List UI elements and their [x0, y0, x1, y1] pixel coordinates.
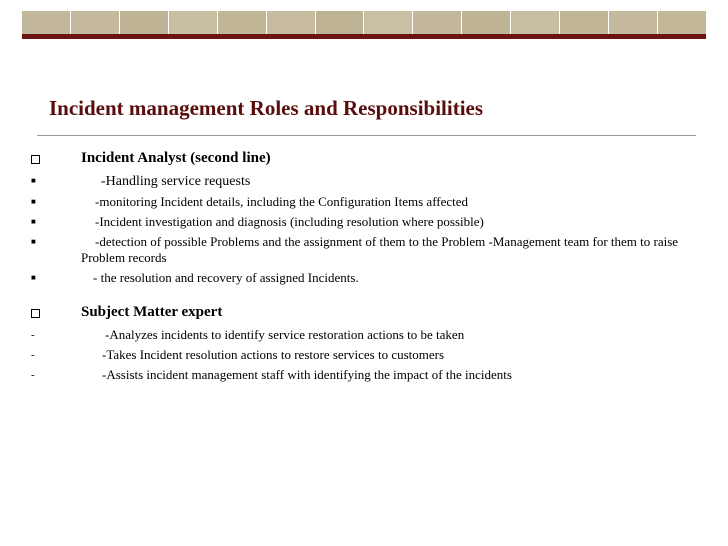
banner-tile: [658, 11, 706, 34]
list-item: ■ -detection of possible Problems and the assignment of them to the Problem -Management team for them to raise Problem records: [31, 234, 679, 265]
banner-tile: [511, 11, 560, 34]
list-item: - -Takes Incident resolution actions to restore services to customers: [31, 347, 445, 362]
banner-tile: [71, 11, 120, 34]
title-divider: [37, 135, 696, 136]
banner-tile: [413, 11, 462, 34]
hollow-square-bullet-icon: [31, 306, 40, 323]
banner-tile: [267, 11, 316, 34]
square-bullet-icon: ■: [31, 176, 36, 185]
dash-bullet-icon: -: [31, 349, 35, 361]
list-item: ■ -monitoring Incident details, including the Configuration Items affected: [31, 194, 469, 209]
banner-tile: [22, 11, 71, 34]
square-bullet-icon: ■: [31, 273, 36, 282]
list-item: - -Assists incident management staff with identifying the impact of the incidents: [31, 367, 512, 382]
list-item: ■ -Incident investigation and diagnosis (including resolution where possible): [31, 214, 484, 229]
banner-tile: [364, 11, 413, 34]
list-item: ■ - the resolution and recovery of assigned Incidents.: [31, 270, 359, 285]
header-underline: [22, 34, 706, 39]
square-bullet-icon: ■: [31, 237, 36, 246]
section-heading-incident-analyst: Incident Analyst (second line): [30, 150, 695, 167]
slide-title: Incident management Roles and Responsibilities: [49, 96, 484, 120]
dash-bullet-icon: -: [31, 329, 35, 341]
slide-content: [30, 150, 695, 387]
banner-tile: [169, 11, 218, 34]
banner-tile: [316, 11, 365, 34]
hollow-square-bullet-icon: [31, 152, 40, 169]
banner-tile: [462, 11, 511, 34]
banner-tile: [120, 11, 169, 34]
banner-tile: [560, 11, 609, 34]
list-item: ■ -Handling service requests: [31, 174, 251, 189]
banner-tile: [218, 11, 267, 34]
list-item: - -Analyzes incidents to identify service restoration actions to be taken: [31, 327, 465, 342]
section-heading-subject-matter-expert: Subject Matter expert: [30, 304, 695, 321]
dash-bullet-icon: -: [31, 369, 35, 381]
header-banner: [22, 11, 706, 34]
square-bullet-icon: ■: [31, 217, 36, 226]
square-bullet-icon: ■: [31, 197, 36, 206]
banner-tile: [609, 11, 658, 34]
